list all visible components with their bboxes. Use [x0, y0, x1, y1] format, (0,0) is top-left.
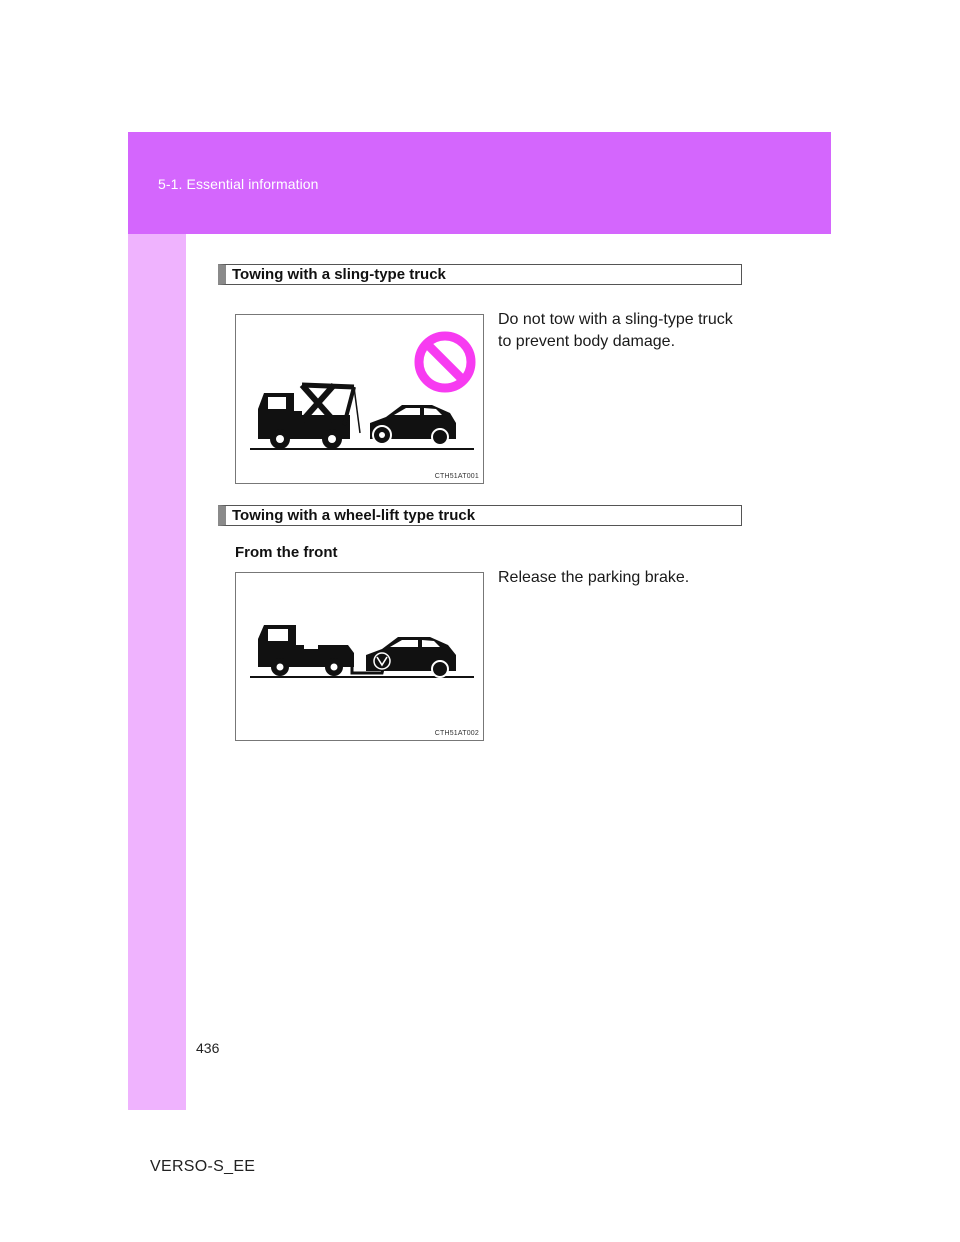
header-bar	[128, 132, 831, 234]
wheel-lift-truck-illustration	[236, 573, 485, 742]
prohibited-icon	[419, 336, 471, 388]
subheading-from-the-front: From the front	[235, 544, 338, 561]
car-icon	[370, 405, 456, 445]
side-strip	[128, 234, 186, 1110]
figure-code: CTH51AT002	[434, 730, 479, 737]
heading-sling-type-truck: Towing with a sling-type truck	[218, 264, 742, 285]
figure-wheel-lift-truck	[235, 572, 484, 741]
footer-code: VERSO-S_EE	[150, 1158, 256, 1175]
figure-sling-type-truck	[235, 314, 484, 484]
parking-brake-icon	[374, 653, 390, 669]
tow-truck-icon	[258, 625, 384, 676]
body-text-wheel-lift: Release the parking brake.	[498, 569, 690, 586]
page-number: 436	[196, 1040, 220, 1056]
section-label: 5-1. Essential information	[158, 176, 319, 192]
figure-code: CTH51AT001	[434, 473, 479, 480]
tow-truck-icon	[258, 385, 360, 449]
heading-wheel-lift-truck: Towing with a wheel-lift type truck	[218, 505, 742, 526]
sling-truck-illustration	[236, 315, 485, 485]
body-text-sling-type: Do not tow with a sling-type truck to prevent body damage.	[498, 311, 733, 350]
